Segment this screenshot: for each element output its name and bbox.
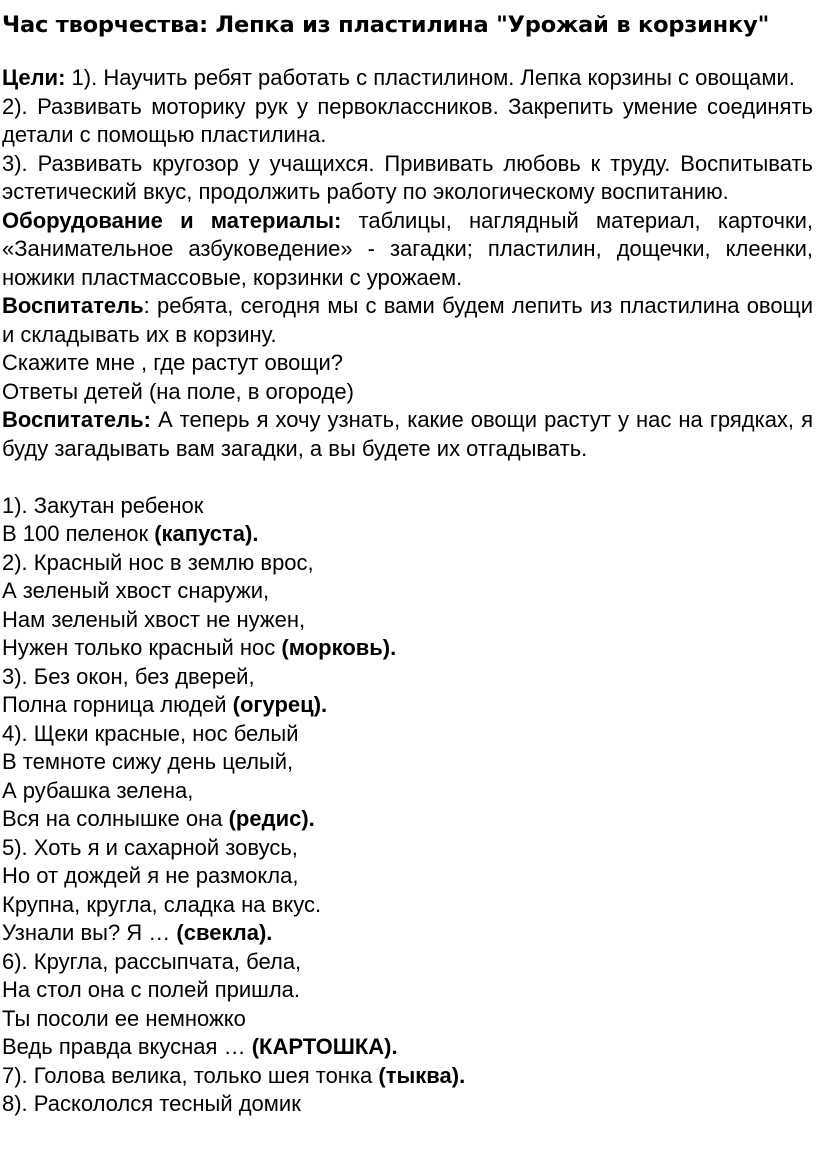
teacher-text-2: А теперь я хочу узнать, какие овощи растут у нас на грядках, я буду загадывать вам загадки, а вы будете их отгадывать.: [2, 407, 813, 461]
riddles-list: [2, 492, 813, 1119]
goals-label: Цели:: [2, 65, 66, 90]
goal-3: 3). Развивать кругозор у учащихся. Прививать любовь к труду. Воспитывать эстетический вкус, продолжить работу по экологическому воспитанию.: [2, 150, 813, 204]
riddle-line: 3). Без окон, без дверей,: [2, 663, 255, 689]
goal-2: 2). Развивать моторику рук у первоклассников. Закрепить умение соединять детали с помощью пластилина.: [2, 93, 813, 147]
riddle-line: [2, 919, 813, 948]
riddle-line: [2, 1062, 813, 1091]
teacher-paragraph-1: [2, 292, 813, 349]
riddle-text: Полна горница людей: [2, 692, 233, 717]
riddle-line: Но от дождей я не размокла,: [2, 863, 299, 888]
equipment-text: таблицы, наглядный материал, карточки, «Занимательное азбуковедение» - загадки; пластилин, дощечки, клеенки, ножики пластмассовые, корзинки с урожаем.: [2, 207, 813, 290]
riddle-line: На стол она с полей пришла.: [2, 977, 301, 1002]
riddle-line: А зеленый хвост снаружи,: [2, 578, 270, 603]
riddle-line: А рубашка зелена,: [2, 777, 194, 803]
answers-line: Ответы детей (на поле, в огороде): [2, 378, 354, 404]
riddle-line: Крупна, кругла, сладка на вкус.: [2, 891, 322, 917]
question-line: Скажите мне , где растут овощи?: [2, 350, 343, 375]
document-title: Час творчества: Лепка из пластилина "Урожай в корзинку": [2, 12, 770, 38]
equipment-label: Оборудование и материалы:: [2, 207, 342, 233]
riddle-answer: (тыква).: [378, 1062, 466, 1088]
riddle-answer: (свекла).: [176, 920, 273, 945]
riddle-line: 8). Раскололся тесный домик: [2, 1091, 301, 1116]
riddle-line: [2, 520, 813, 549]
riddle-line: 6). Кругла, рассыпчата, бела,: [2, 948, 302, 974]
riddle-answer: (огурец).: [232, 692, 328, 717]
riddle-line: [2, 634, 813, 663]
teacher-label-1: Воспитатель: [2, 293, 144, 318]
riddle-line: [2, 691, 813, 720]
riddle-line: В темноте сижу день целый,: [2, 749, 294, 774]
riddle-line: Нам зеленый хвост не нужен,: [2, 606, 306, 632]
riddle-text: В 100 пеленок: [2, 521, 155, 546]
riddle-line: 4). Щеки красные, нос белый: [2, 720, 299, 746]
riddle-text: Нужен только красный нос: [2, 635, 282, 660]
riddle-text: 7). Голова велика, только шея тонка: [2, 1062, 379, 1088]
equipment-paragraph: [2, 207, 813, 293]
teacher-label-2: Воспитатель:: [2, 407, 151, 432]
riddle-text: Вся на солнышке она: [2, 806, 229, 831]
riddle-text: Ведь правда вкусная …: [2, 1034, 252, 1059]
riddle-line: Ты посоли ее немножко: [2, 1005, 246, 1031]
riddle-line: [2, 805, 813, 834]
riddle-answer: (морковь).: [281, 635, 397, 660]
riddle-line: 2). Красный нос в землю врос,: [2, 549, 314, 575]
riddle-text: Узнали вы? Я …: [2, 920, 177, 945]
goal-1-text: 1). Научить ребят работать с пластилином. Лепка корзины с овощами.: [71, 65, 795, 90]
teacher-text-1: : ребята, сегодня мы с вами будем лепить из пластилина овощи и складывать их в корзину.: [2, 293, 813, 347]
riddle-line: 1). Закутан ребенок: [2, 492, 204, 518]
riddle-line: 5). Хоть я и сахарной зовусь,: [2, 834, 298, 860]
teacher-paragraph-2: [2, 406, 813, 463]
riddle-answer: (КАРТОШКА).: [251, 1034, 398, 1059]
riddle-answer: (капуста).: [154, 521, 259, 546]
blank-line: [2, 463, 813, 492]
riddle-line: [2, 1033, 813, 1062]
goal-1: [2, 64, 813, 93]
riddle-answer: (редис).: [228, 806, 315, 831]
